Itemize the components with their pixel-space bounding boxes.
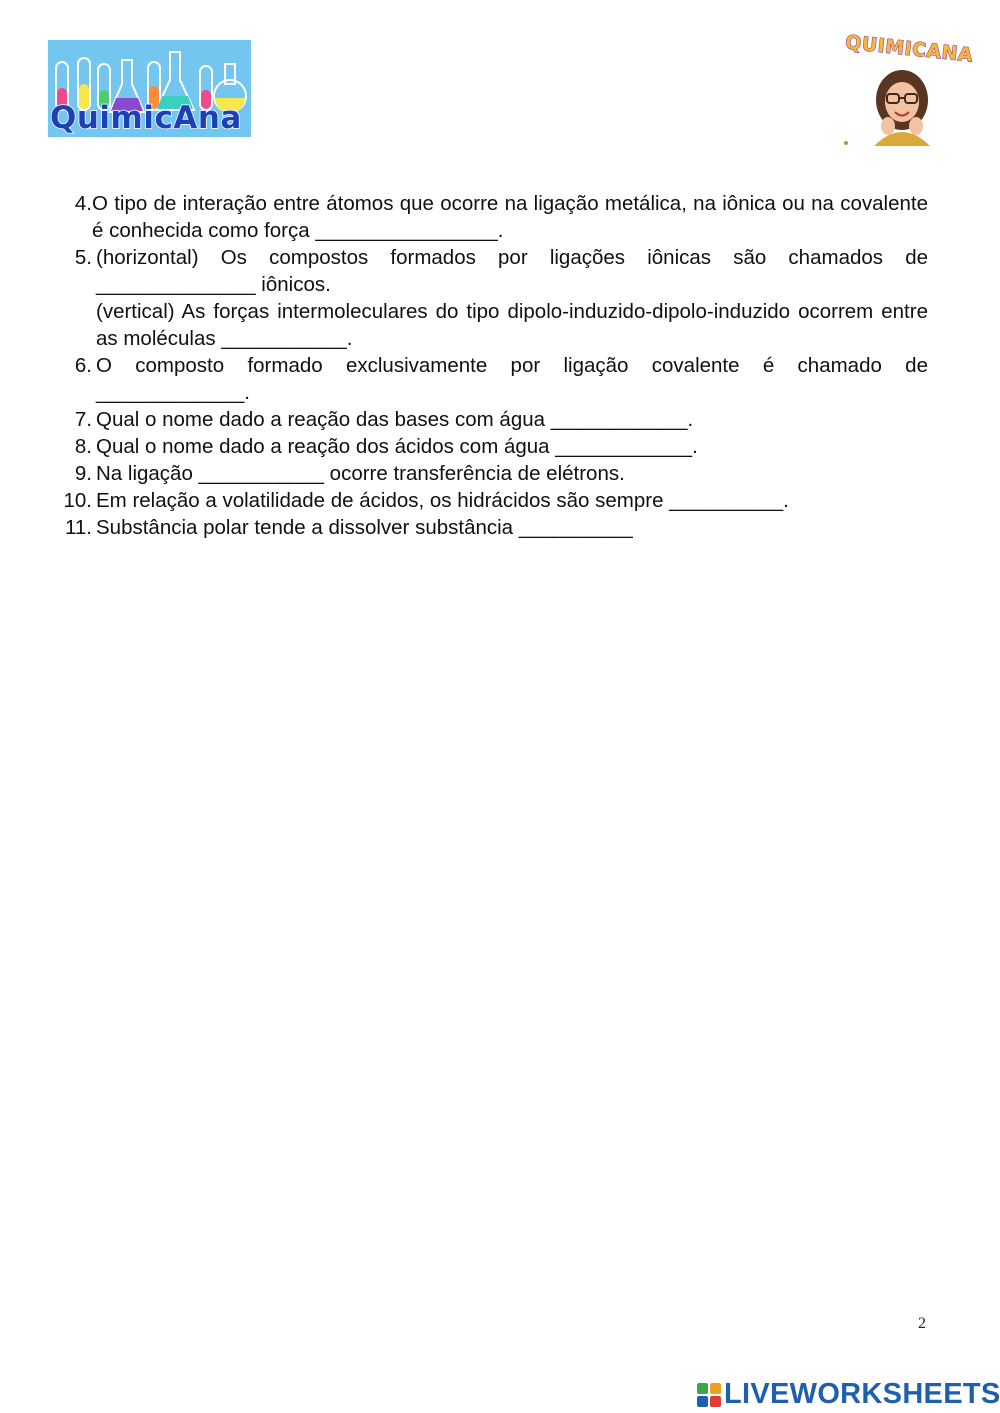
question-item	[60, 244, 928, 352]
question-text-content: O composto formado exclusivamente por ligação covalente é chamado de _____________.	[96, 354, 928, 404]
question-text	[96, 514, 928, 541]
question-text	[92, 190, 928, 244]
page-number: 2	[918, 1315, 926, 1332]
question-text	[96, 460, 928, 487]
question-text-content: Qual o nome dado a reação dos ácidos com água ____________.	[96, 435, 698, 458]
question-number: 5.	[74, 246, 92, 269]
quimicana-avatar-text: QUIMICANA	[844, 31, 975, 67]
liveworksheets-brand-text: LIVEWORKSHEETS	[724, 1378, 1000, 1410]
question-item	[60, 460, 928, 487]
question-text	[96, 406, 928, 433]
question-text-content: (horizontal) Os compostos formados por ligações iônicas são chamados de ______________ iônicos.	[96, 246, 928, 296]
question-item	[60, 514, 928, 541]
question-text-content: O tipo de interação entre átomos que ocorre na ligação metálica, na iônica ou na covalente é conhecida como força ________________.	[92, 192, 928, 242]
question-text	[96, 244, 928, 352]
question-text	[96, 352, 928, 406]
question-item	[60, 352, 928, 406]
quimicana-logo	[48, 40, 251, 137]
question-text-content: Em relação a volatilidade de ácidos, os hidrácidos são sempre __________.	[96, 489, 789, 512]
question-text-content: Substância polar tende a dissolver substância __________	[96, 516, 633, 539]
question-number: 4.	[74, 192, 92, 215]
question-number: 8.	[74, 435, 92, 458]
question-list	[60, 190, 928, 541]
question-item	[60, 190, 928, 244]
question-number: 11.	[65, 516, 92, 539]
question-number: 7.	[74, 408, 92, 431]
question-text-content: Qual o nome dado a reação das bases com água ____________.	[96, 408, 694, 431]
quimicana-avatar-logo	[840, 31, 975, 149]
question-number: 10.	[63, 489, 92, 512]
question-item	[60, 433, 928, 460]
liveworksheets-logo-icon	[696, 1382, 722, 1408]
question-text-extra: (vertical) As forças intermoleculares do tipo dipolo-induzido-dipolo-induzido ocorrem entre as moléculas ___________.	[96, 300, 928, 350]
question-number: 6.	[74, 354, 92, 377]
question-item	[60, 487, 928, 514]
question-item	[60, 406, 928, 433]
teacher-avatar-icon	[840, 34, 965, 149]
question-text-content: Na ligação ___________ ocorre transferência de elétrons.	[96, 462, 625, 485]
quimicana-logo-text: QuimicAna	[50, 100, 242, 136]
question-number: 9.	[74, 462, 92, 485]
question-text	[96, 487, 928, 514]
liveworksheets-footer[interactable]	[696, 1378, 1000, 1411]
question-text	[96, 433, 928, 460]
